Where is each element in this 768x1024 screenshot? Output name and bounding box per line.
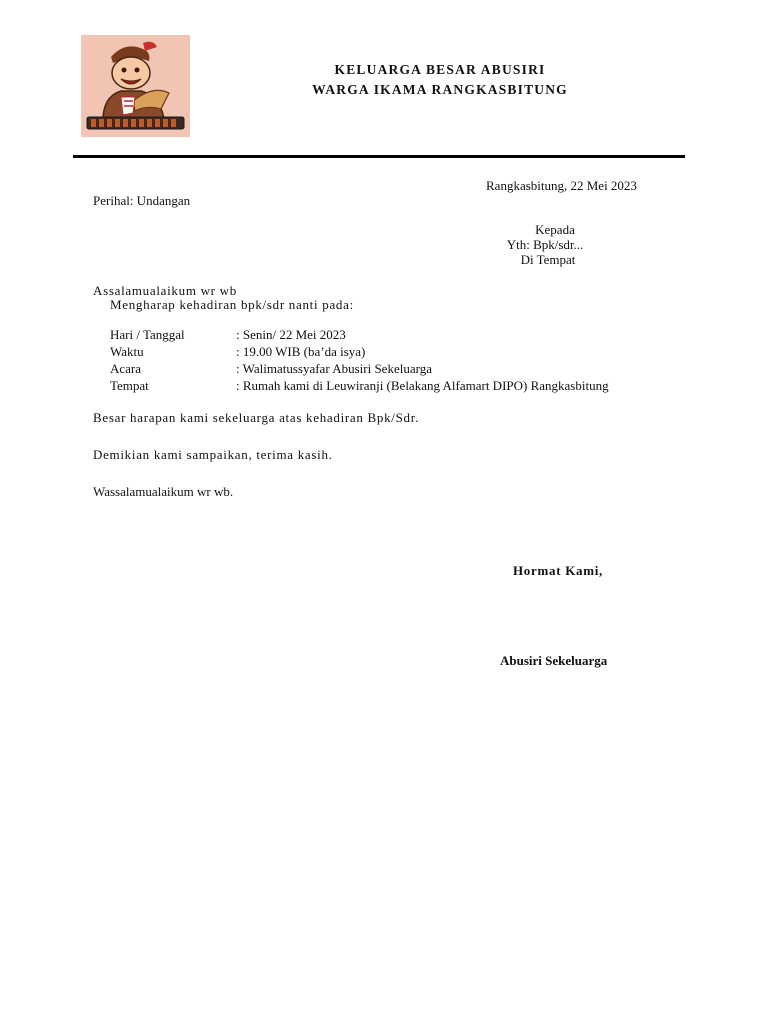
place-date: Rangkasbitung, 22 Mei 2023 xyxy=(486,178,637,193)
detail-value: : Walimatussyafar Abusiri Sekeluarga xyxy=(236,361,432,376)
detail-label: Tempat xyxy=(110,378,149,393)
header-divider xyxy=(73,155,685,158)
farewell: Wassalamualaikum wr wb. xyxy=(93,484,234,499)
intro: Mengharap kehadiran bpk/sdr nanti pada: xyxy=(110,297,354,312)
closing-paragraph: Demikian kami sampaikan, terima kasih. xyxy=(93,447,333,462)
mascot-logo-icon xyxy=(81,35,190,137)
detail-label: Hari / Tanggal xyxy=(110,327,185,342)
org-name: KELUARGA BESAR ABUSIRI xyxy=(334,62,546,77)
detail-value: : Senin/ 22 Mei 2023 xyxy=(236,327,346,342)
recipient-location: Di Tempat xyxy=(520,252,576,267)
hope-paragraph: Besar harapan kami sekeluarga atas kehadiran Bpk/Sdr. xyxy=(93,410,420,425)
detail-label: Waktu xyxy=(110,344,144,359)
org-subtitle: WARGA IKAMA RANGKASBITUNG xyxy=(312,82,568,97)
subject: Perihal: Undangan xyxy=(93,193,191,208)
detail-label: Acara xyxy=(110,361,142,376)
detail-value: : 19.00 WIB (ba’da isya) xyxy=(236,344,366,359)
recipient-name: Yth: Bpk/sdr... xyxy=(506,237,584,252)
greeting: Assalamualaikum wr wb xyxy=(93,283,237,298)
regards: Hormat Kami, xyxy=(513,563,603,578)
recipient-to: Kepada xyxy=(535,222,575,237)
detail-value: : Rumah kami di Leuwiranji (Belakang Alfamart DIPO) Rangkasbitung xyxy=(236,378,609,393)
signatory: Abusiri Sekeluarga xyxy=(500,653,608,668)
